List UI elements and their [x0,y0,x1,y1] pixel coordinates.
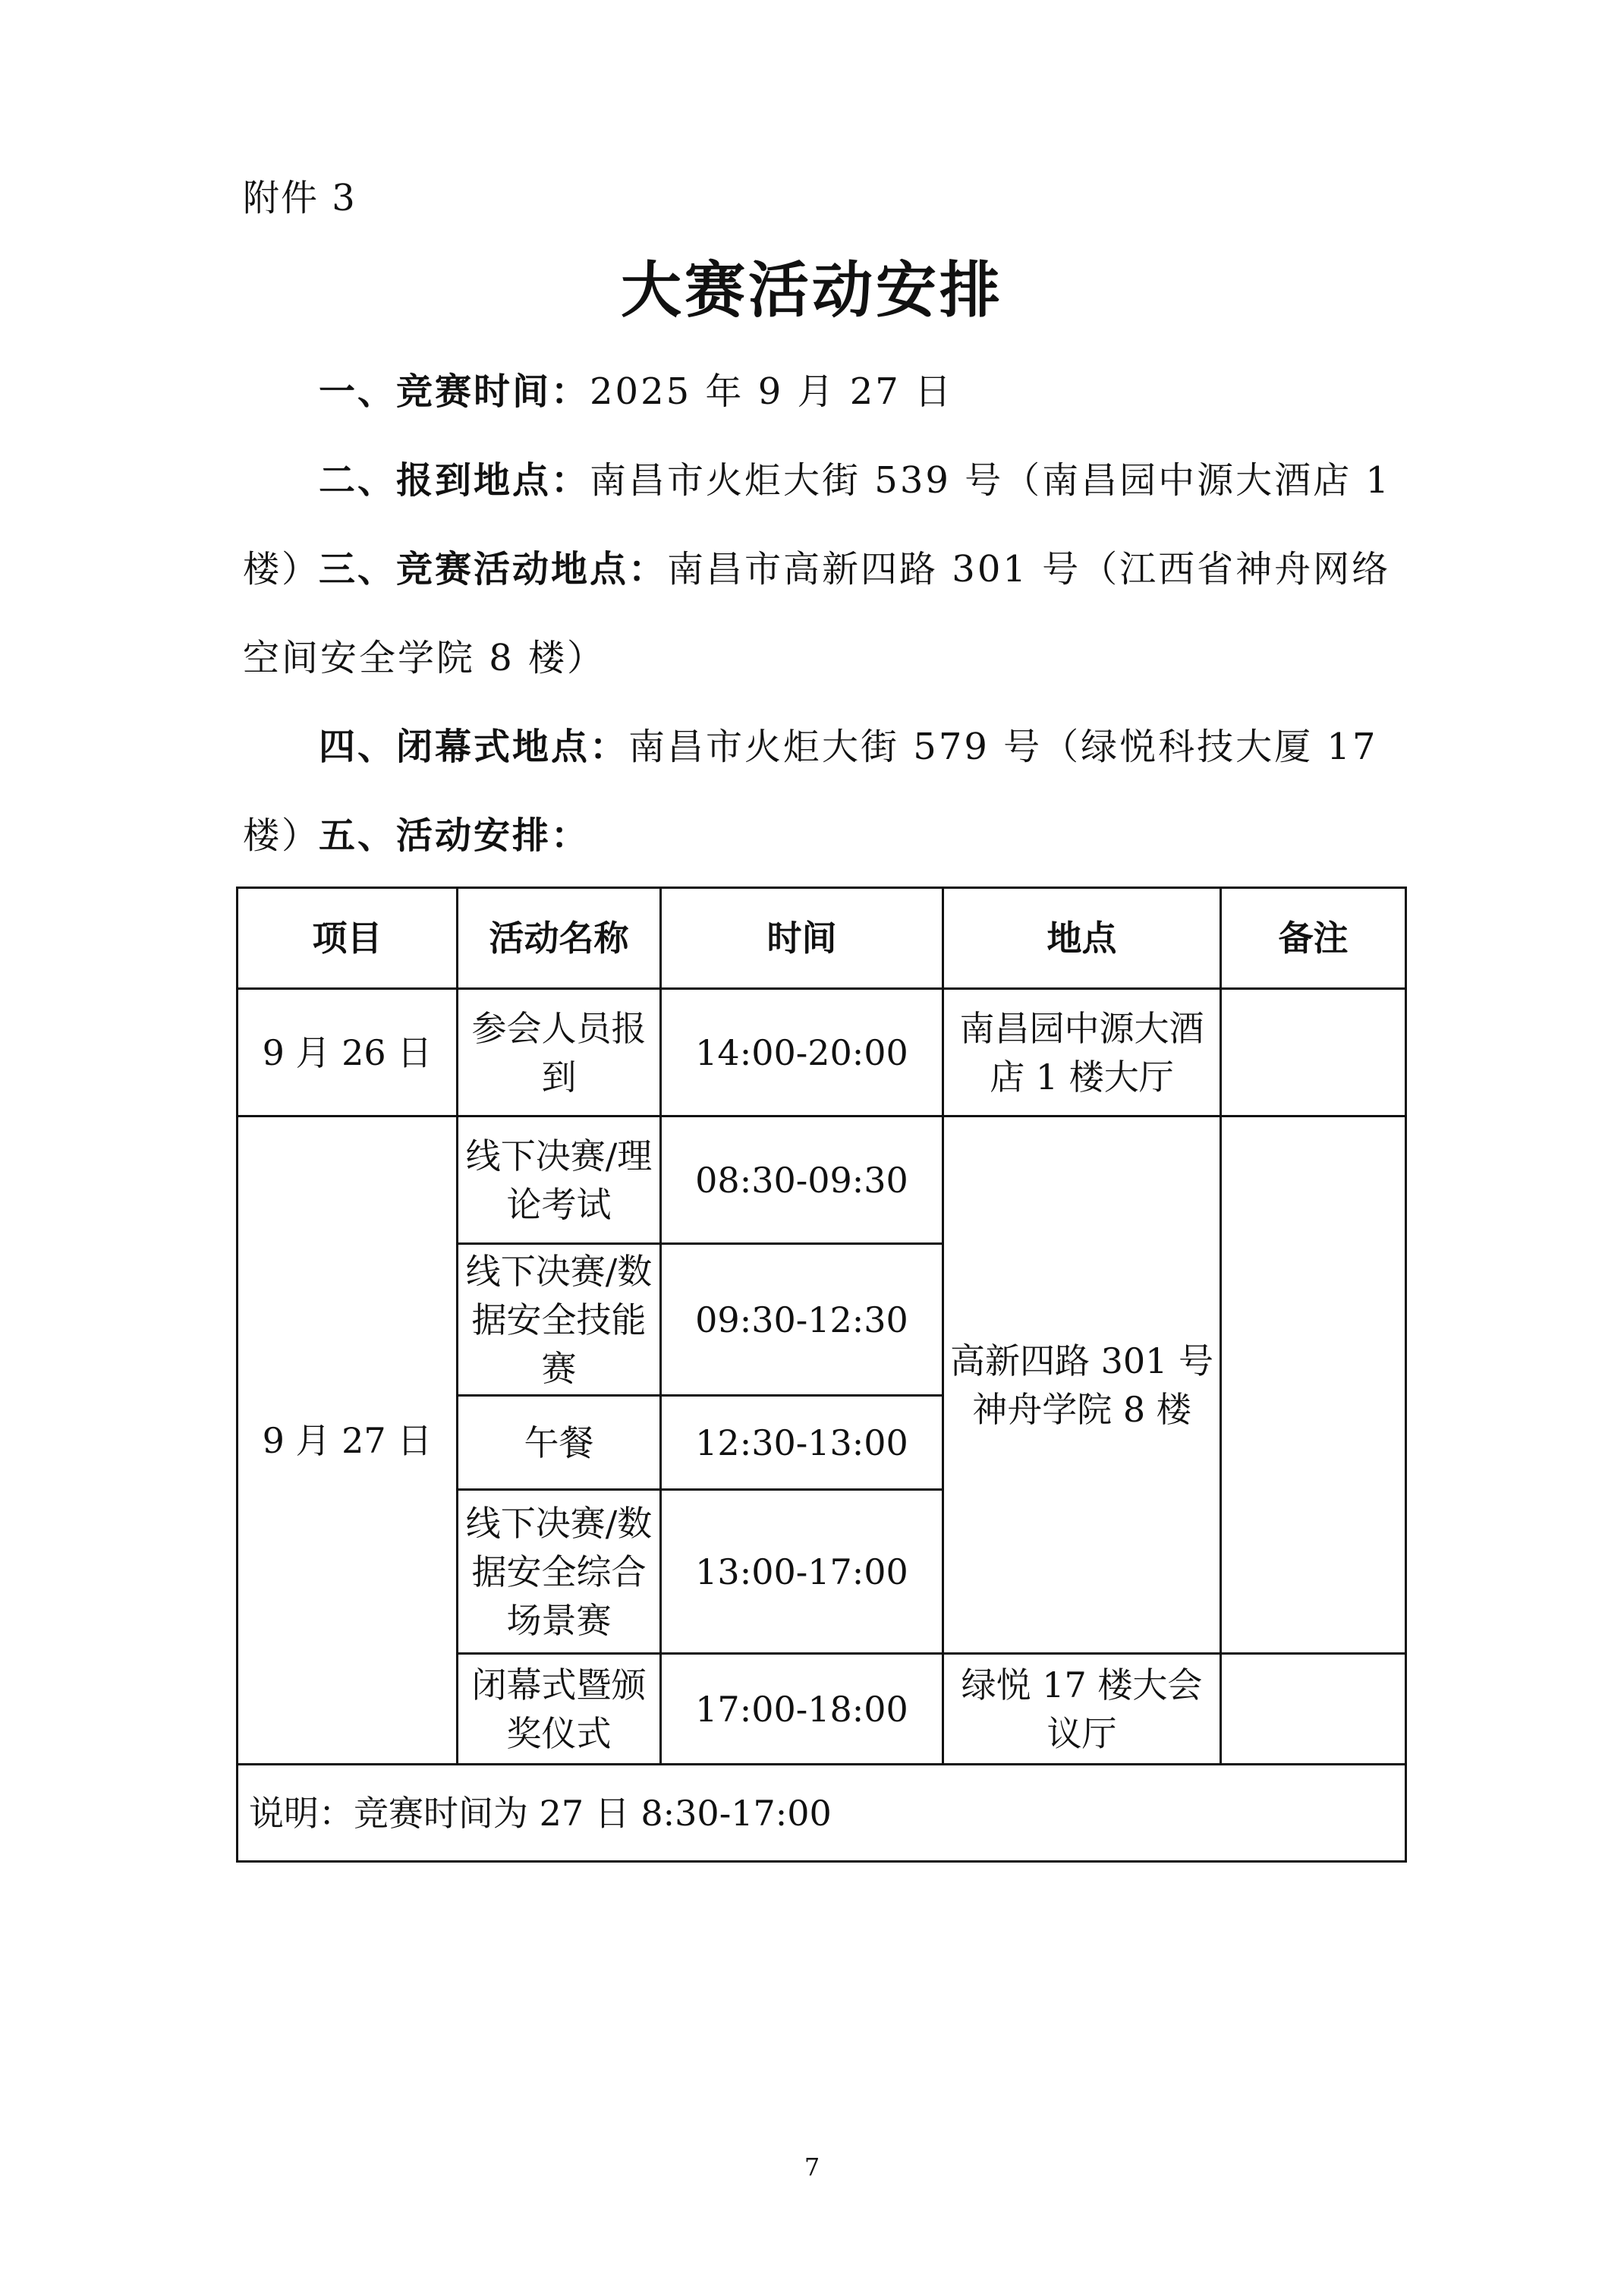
item-label: 一、竞赛时间： [319,370,590,413]
cell-activity: 参会人员报到 [458,989,661,1116]
cell-time: 14:00-20:00 [661,989,943,1116]
table-note: 说明：竞赛时间为 27 日 8:30-17:00 [238,1765,1406,1862]
item-label: 四、闭幕式地点： [319,726,629,768]
attachment-label: 附件 3 [243,177,357,219]
table-header-row [238,888,1406,989]
cell-activity: 闭幕式暨颁奖仪式 [458,1654,661,1765]
cell-location: 高新四路 301 号神舟学院 8 楼 [943,1116,1221,1654]
item-text: 南昌市火炬大街 539 号（南昌园中源大酒店 1 楼） [243,459,1391,591]
item-label: 三、竞赛活动地点： [319,548,668,591]
cell-time: 13:00-17:00 [661,1490,943,1654]
schedule-table [236,887,1407,1863]
document-title: 大赛活动安排 [621,255,1003,326]
cell-location: 绿悦 17 楼大会议厅 [943,1654,1221,1765]
header-item: 项目 [238,888,458,989]
table-row [238,1765,1406,1862]
cell-remark [1221,1654,1406,1765]
item-schedule-heading [243,792,1396,880]
cell-time: 17:00-18:00 [661,1654,943,1765]
page-number: 7 [804,2153,820,2181]
cell-activity: 午餐 [458,1396,661,1490]
item-label: 二、报到地点： [319,459,590,502]
cell-time: 08:30-09:30 [661,1116,943,1244]
item-text: 2025 年 9 月 27 日 [590,370,954,413]
item-text: 南昌市高新四路 301 号（江西省神舟网络空间安全学院 8 楼） [243,548,1391,679]
header-remark: 备注 [1221,888,1406,989]
cell-date: 9 月 27 日 [238,1116,458,1765]
cell-activity: 线下决赛/数据安全技能赛 [458,1244,661,1396]
header-location: 地点 [943,888,1221,989]
cell-time: 12:30-13:00 [661,1396,943,1490]
table-row [238,989,1406,1116]
header-activity: 活动名称 [458,888,661,989]
cell-date: 9 月 26 日 [238,989,458,1116]
header-time: 时间 [661,888,943,989]
table-row [238,1116,1406,1244]
cell-location: 南昌园中源大酒店 1 楼大厅 [943,989,1221,1116]
cell-remark [1221,989,1406,1116]
item-competition-venue [243,525,1396,703]
cell-activity: 线下决赛/数据安全综合场景赛 [458,1490,661,1654]
cell-time: 09:30-12:30 [661,1244,943,1396]
item-text: 南昌市火炬大街 579 号（绿悦科技大厦 17 楼） [243,726,1378,857]
item-label: 五、活动安排： [319,814,590,857]
cell-remark [1221,1116,1406,1654]
item-competition-time [243,348,1396,436]
cell-activity: 线下决赛/理论考试 [458,1116,661,1244]
